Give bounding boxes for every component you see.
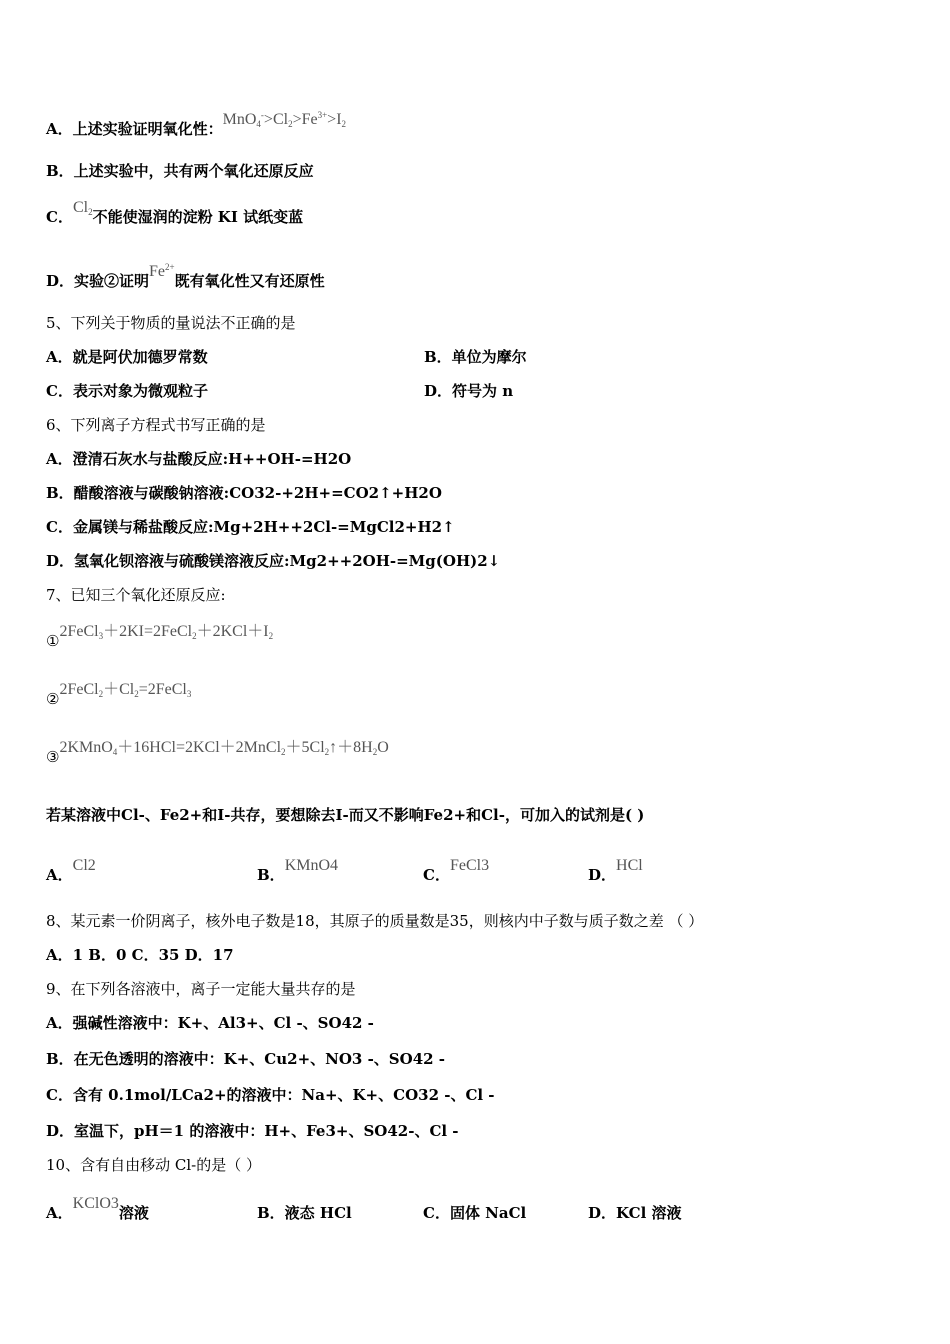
q6-option-b: B．醋酸溶液与碳酸钠溶液:CO32-+2H+=CO2↑+H2O: [46, 484, 442, 502]
q5-stem: 5、下列关于物质的量说法不正确的是: [46, 314, 296, 332]
q4-option-c-prefix: C．: [46, 208, 73, 226]
q7-option-b: B．KMnO4: [257, 857, 339, 884]
q6-option-d: D．氢氧化钡溶液与硫酸镁溶液反应:Mg2++2OH-=Mg(OH)2↓: [46, 552, 501, 570]
q4-option-a: [46, 110, 347, 143]
q7-reaction-2-equation: $2FeCl_2+Cl_2=2FeCl_3$: [59, 681, 192, 699]
q10-options: [46, 1195, 682, 1223]
q7-reaction-3-equation: $2KMnO_4+16HCl=2KCl+2MnCl_2+5Cl_2↑+8H_2O$: [59, 739, 389, 757]
q9-stem: 9、在下列各溶液中，离子一定能大量共存的是: [46, 980, 356, 998]
q4-option-b: B．上述实验中，共有两个氧化还原反应: [46, 162, 314, 180]
q4-option-c-formula: $Cl_2$: [72, 199, 93, 217]
q6-option-c: C．金属镁与稀盐酸反应:Mg+2H++2Cl-=MgCl2+H2↑: [46, 518, 455, 536]
q4-option-d-prefix: D．实验②证明: [46, 272, 150, 290]
q6-option-a: A．澄清石灰水与盐酸反应:H++OH-=H2O: [46, 450, 352, 468]
q4-option-c: [46, 199, 304, 231]
q9-option-c: C．含有 0.1mol/LCa2+的溶液中：Na+、K+、CO32 -、Cl -: [46, 1086, 495, 1104]
q7-condition: 若某溶液中Cl-、Fe2+和I-共存，要想除去I-而又不影响Fe2+和Cl-，可加入的试剂是( ): [46, 806, 645, 824]
q9-option-d: D．室温下，pH＝1 的溶液中：H+、Fe3+、SO42-、Cl -: [46, 1122, 459, 1140]
q7-option-d: D．HCl: [588, 857, 643, 884]
q4-option-a-prefix: A．上述实验证明氧化性：: [46, 120, 223, 138]
q7-reaction-3: [46, 739, 389, 771]
q7-reaction-1-label: ①: [46, 632, 60, 650]
q7-option-a: A．Cl2: [46, 857, 96, 884]
q6-stem: 6、下列离子方程式书写正确的是: [46, 416, 266, 434]
q10-stem: 10、含有自由移动 Cl-的是（ ）: [46, 1156, 261, 1174]
q7-option-a-formula: Cl2: [72, 857, 96, 874]
q5-option-row-1: [46, 348, 527, 366]
q10-option-b: B．液态 HCl: [257, 1204, 352, 1222]
q7-option-b-formula: KMnO4: [284, 857, 339, 874]
q5-option-b: B．单位为摩尔: [424, 348, 527, 366]
q5-option-d: D．符号为 n: [424, 382, 514, 400]
q9-option-b: B．在无色透明的溶液中：K+、Cu2+、NO3 -、SO42 -: [46, 1050, 446, 1068]
q7-options: [46, 857, 643, 885]
q5-option-row-2: [46, 382, 514, 400]
q7-option-c: C．FeCl3: [423, 857, 490, 884]
q8-options: A．1 B．0 C．35 D．17: [46, 946, 234, 964]
q5-option-c: C．表示对象为微观粒子: [46, 382, 208, 400]
q7-option-c-formula: FeCl3: [449, 857, 490, 874]
q7-stem: 7、已知三个氧化还原反应:: [46, 586, 226, 604]
q8-stem: 8、某元素一价阴离子，核外电子数是18，其原子的质量数是35，则核内中子数与质子数之差 （ ）: [46, 912, 704, 930]
q10-option-a: A．KClO3溶液: [46, 1195, 149, 1222]
q10-option-a-formula: KClO3: [72, 1195, 119, 1212]
q4-option-a-formula: $MnO_4^->Cl_2>Fe^{3+}>I_2$: [222, 110, 347, 129]
q4-option-c-suffix: 不能使湿润的淀粉 KI 试纸变蓝: [92, 208, 304, 226]
q4-option-d-suffix: 既有氧化性又有还原性: [174, 272, 325, 290]
q10-option-d: D．KCl 溶液: [588, 1204, 682, 1222]
q7-reaction-3-label: ③: [46, 748, 60, 766]
q7-reaction-2-label: ②: [46, 690, 60, 708]
q7-option-d-formula: HCl: [616, 857, 643, 874]
q5-option-a: A．就是阿伏加德罗常数: [46, 348, 208, 366]
q7-reaction-1-equation: $2FeCl_3+2KI=2FeCl_2+2KCl+I_2$: [59, 623, 274, 641]
q9-option-a: A．强碱性溶液中：K+、Al3+、Cl -、SO42 -: [46, 1014, 374, 1032]
q4-option-d-formula: $Fe^{2+}$: [149, 262, 175, 280]
q4-option-d: [46, 262, 325, 291]
q7-reaction-1: [46, 623, 274, 655]
q7-reaction-2: [46, 681, 192, 713]
q10-option-c: C．固体 NaCl: [423, 1204, 527, 1222]
